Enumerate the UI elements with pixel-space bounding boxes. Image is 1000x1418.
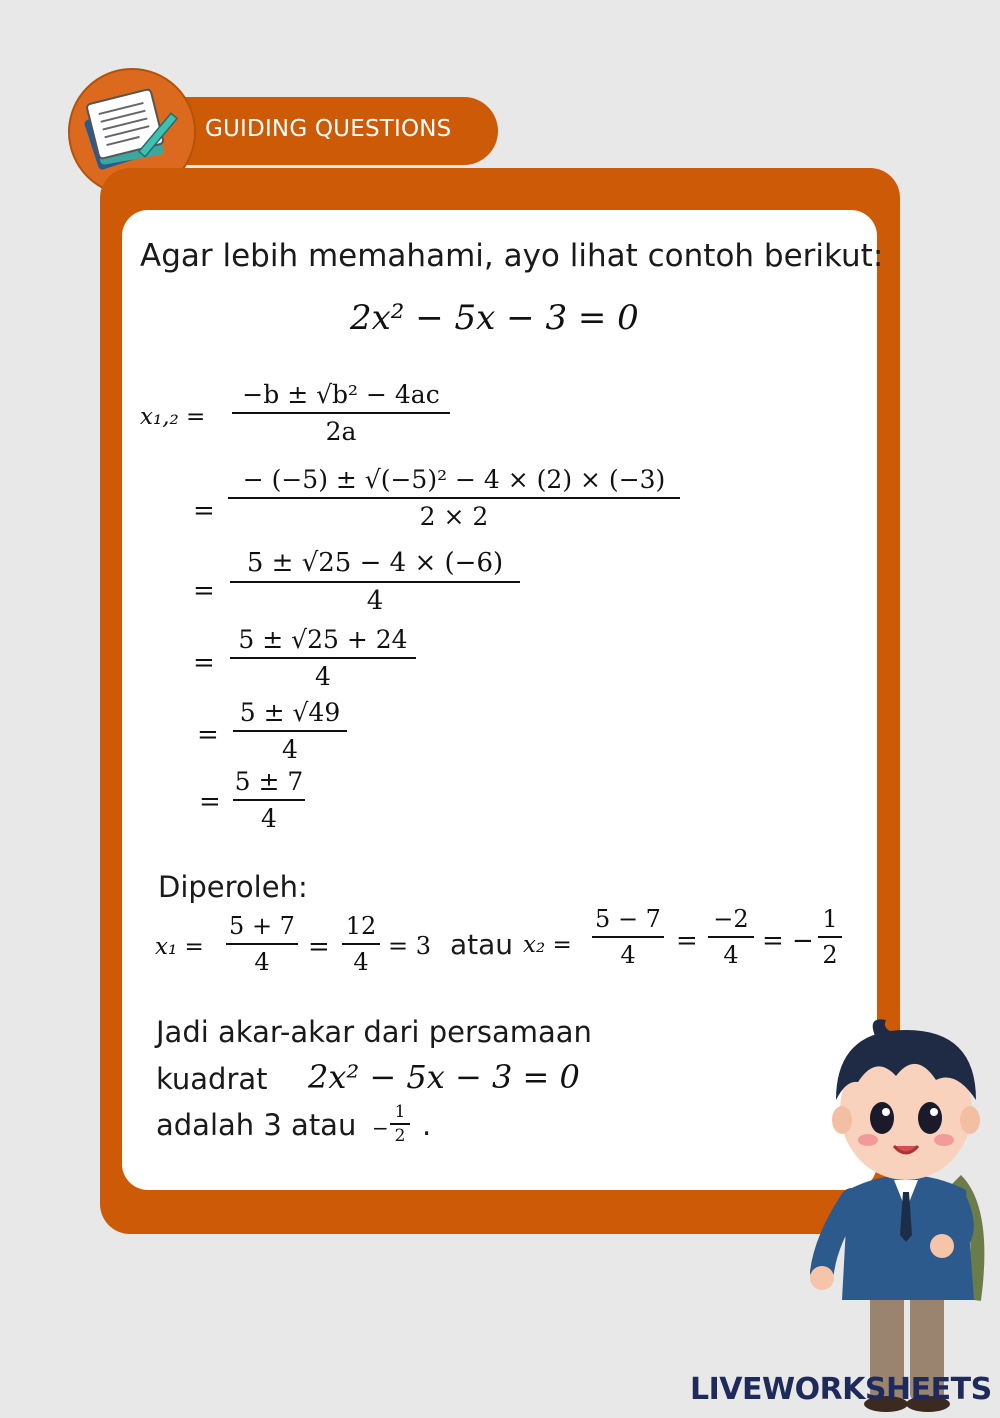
fraction-bar	[233, 799, 305, 801]
x1-fraction-1	[226, 912, 298, 976]
x2-label: x₂ =	[523, 932, 572, 958]
x2-f3-numerator: 1	[822, 905, 838, 933]
fraction-bar	[592, 936, 664, 938]
step4-fraction	[230, 625, 416, 691]
x2-f1-numerator: 5 − 7	[595, 905, 661, 933]
x2-fraction-3	[818, 905, 842, 969]
conclusion-denominator: 2	[394, 1125, 406, 1146]
x1-fraction-2	[342, 912, 380, 976]
step5-numerator: 5 ± √49	[239, 698, 341, 727]
conclusion-line-2-text: kuadrat	[156, 1062, 268, 1096]
conclusion-line-1: Jadi akar-akar dari persamaan	[156, 1015, 592, 1049]
equals-sign: =	[199, 787, 221, 817]
fraction-bar	[228, 497, 680, 499]
intro-text: Agar lebih memahami, ayo lihat contoh berikut:	[140, 238, 884, 274]
conclusion-fraction	[390, 1102, 410, 1146]
x1-value: = 3	[388, 932, 432, 960]
x2-negative-sign: = −	[762, 926, 814, 956]
step2-fraction	[228, 465, 680, 531]
step5-fraction	[233, 698, 347, 764]
tab-title: GUIDING QUESTIONS	[205, 116, 452, 142]
fraction-bar	[230, 657, 416, 659]
fraction-bar	[226, 943, 298, 945]
x1-f1-denominator: 4	[254, 948, 270, 976]
conclusion-line-3-text: adalah 3 atau	[156, 1108, 357, 1142]
step3-fraction	[230, 548, 520, 616]
equals-sign: =	[193, 648, 215, 678]
step6-fraction	[233, 767, 305, 833]
step2-denominator: 2 × 2	[419, 502, 489, 531]
fraction-bar	[232, 412, 450, 414]
x2-fraction-2	[708, 905, 754, 969]
equals-sign: =	[676, 926, 698, 956]
conclusion-equation: 2x² − 5x − 3 = 0	[308, 1058, 580, 1096]
conclusion-period: .	[422, 1108, 432, 1142]
step5-denominator: 4	[282, 735, 298, 764]
x2-f2-numerator: −2	[713, 905, 749, 933]
equals-sign: =	[197, 720, 219, 750]
x1-label: x₁ =	[155, 934, 204, 960]
x1-f2-numerator: 12	[345, 912, 377, 940]
equals-sign: =	[193, 496, 215, 526]
step4-numerator: 5 ± √25 + 24	[238, 625, 408, 654]
step1-denominator: 2a	[325, 417, 357, 446]
step4-denominator: 4	[315, 662, 331, 691]
step2-numerator: − (−5) ± √(−5)² − 4 × (2) × (−3)	[242, 465, 666, 494]
fraction-bar	[818, 936, 842, 938]
step1-numerator: −b ± √b² − 4ac	[242, 380, 440, 409]
main-equation: 2x² − 5x − 3 = 0	[350, 298, 639, 338]
fraction-bar	[390, 1123, 410, 1125]
fraction-bar	[342, 943, 380, 945]
x2-f2-denominator: 4	[723, 941, 739, 969]
x1-f1-numerator: 5 + 7	[229, 912, 295, 940]
x2-fraction-1	[592, 905, 664, 969]
liveworksheets-watermark: LIVEWORKSHEETS	[690, 1372, 992, 1407]
or-text: atau	[450, 928, 514, 961]
conclusion-negative-sign: −	[372, 1116, 389, 1140]
x2-f1-denominator: 4	[620, 941, 636, 969]
step3-denominator: 4	[366, 586, 384, 616]
result-label: Diperoleh:	[158, 870, 308, 904]
student-boy-illustration	[806, 1010, 1000, 1414]
x1-f2-denominator: 4	[353, 948, 369, 976]
x12-label: x₁,₂ =	[140, 404, 206, 430]
fraction-bar	[233, 730, 347, 732]
step1-fraction	[232, 380, 450, 446]
step6-numerator: 5 ± 7	[234, 767, 304, 796]
step3-numerator: 5 ± √25 − 4 × (−6)	[246, 548, 504, 578]
conclusion-numerator: 1	[394, 1102, 406, 1122]
equals-sign: =	[193, 576, 215, 606]
step6-denominator: 4	[261, 804, 277, 833]
x2-f3-denominator: 2	[822, 941, 838, 969]
fraction-bar	[230, 581, 520, 583]
fraction-bar	[708, 936, 754, 938]
equals-sign: =	[308, 932, 330, 962]
